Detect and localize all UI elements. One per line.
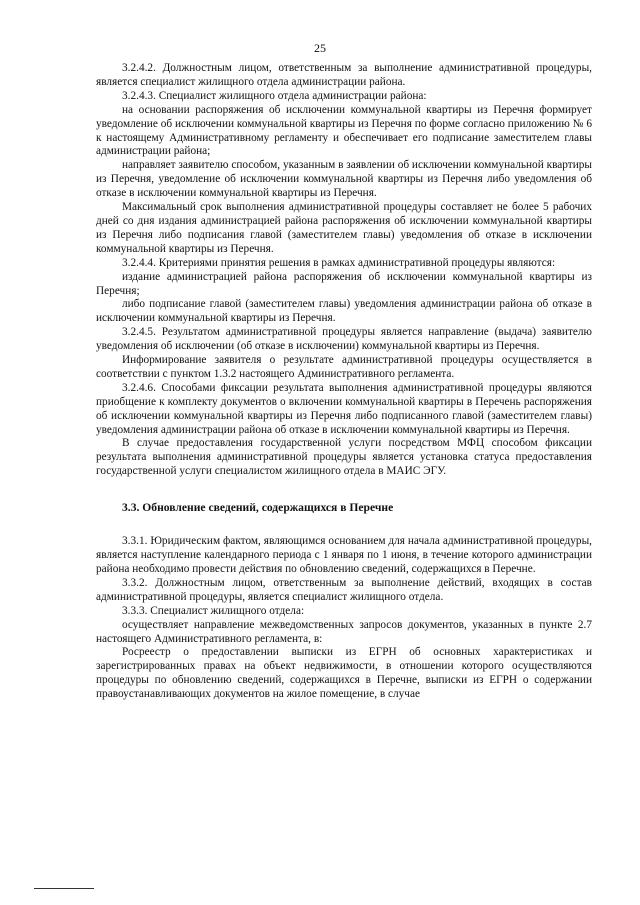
paragraph: 3.3.2. Должностным лицом, ответственным за выполнение действий, входящих в состав административной процедуры, является специалист жилищного отдела. bbox=[96, 576, 592, 603]
paragraph: осуществляет направление межведомственных запросов документов, указанных в пункте 2.7 настоящего Административного регламента, в: bbox=[96, 618, 592, 645]
paragraph: Информирование заявителя о результате административной процедуры осуществляется в соответствии с пунктом 1.3.2 настоящего Административного регламента. bbox=[96, 354, 592, 380]
paragraph: 3.2.4.5. Результатом административной процедуры является направление (выдача) заявителю уведомления об исключении (об отказе в исключении) коммунальной квартиры из Перечня. bbox=[96, 326, 592, 353]
paragraph: 3.2.4.2. Должностным лицом, ответственным за выполнение административной процедуры, является специалист жилищного отдела администрации района. bbox=[96, 62, 592, 88]
paragraph: 3.3.1. Юридическим фактом, являющимся основанием для начала административной процедуры, является наступление календарного периода с 1 января по 1 июня, в течение которого администрации района необходимо провести действия по обновлению сведений, содержащихся в Перечне. bbox=[96, 535, 592, 575]
paragraph: Росреестр о предоставлении выписки из ЕГРН об основных характеристиках и зарегистрированных правах на объект недвижимости, в отношении которого осуществляются процедуры по обновлению сведений, содержащихся в Перечне, выписки из ЕГРН о содержании правоустанавливающих документов на жилое помещение, в случае bbox=[96, 646, 592, 701]
paragraph: направляет заявителю способом, указанным в заявлении об исключении коммунальной квартиры из Перечня, уведомление об исключении коммунальной квартиры из Перечня либо уведомления об отказе в исключении коммунальной квартиры из Перечня. bbox=[96, 159, 592, 200]
page-number: 25 bbox=[314, 41, 326, 55]
paragraph: 3.2.4.4. Критериями принятия решения в рамках административной процедуры являются: bbox=[122, 256, 556, 269]
paragraph: 3.2.4.6. Способами фиксации результата выполнения административной процедуры являются приобщение к комплекту документов о включении коммунальной квартиры в Перечень распоряжения об исключении коммунальной квартиры из Перечня либо подписанного главой (заместителем главы) уведомления администрации района об отказе в исключении коммунальной квартиры из Перечня. bbox=[96, 381, 592, 436]
paragraph: 3.2.4.3. Специалист жилищного отдела администрации района: bbox=[122, 89, 427, 102]
paragraph: Максимальный срок выполнения административной процедуры составляет не более 5 рабочих дней со дня издания администрацией района распоряжения об исключении коммунальной квартиры из Перечня либо подписания главой (заместителем главы) уведомления об отказе в исключении коммунальной квартиры из Перечня. bbox=[96, 201, 592, 255]
paragraph: В случае предоставления государственной услуги посредством МФЦ способом фиксации результата выполнения административной процедуры является установка статуса предоставления государственной услуги специалистом жилищного отдела в МАИС ЭГУ. bbox=[96, 437, 592, 478]
paragraph: издание администрацией района распоряжения об исключении коммунальной квартиры из Перечня; bbox=[96, 270, 592, 297]
paragraph: 3.3.3. Специалист жилищного отдела: bbox=[122, 604, 305, 617]
document-body bbox=[96, 62, 592, 702]
paragraph: либо подписание главой (заместителем главы) уведомления администрации района об отказе в исключении коммунальной квартиры из Перечня. bbox=[96, 298, 592, 325]
bottom-rule bbox=[34, 888, 94, 889]
section-heading: 3.3. Обновление сведений, содержащихся в Перечне bbox=[122, 501, 394, 515]
paragraph: на основании распоряжения об исключении коммунальной квартиры из Перечня формирует уведомление об исключении коммунальной квартиры из Перечня по форме согласно приложению № 6 к настоящему Административному регламенту и обеспечивает его подписание заместителем главы администрации района; bbox=[96, 103, 592, 158]
